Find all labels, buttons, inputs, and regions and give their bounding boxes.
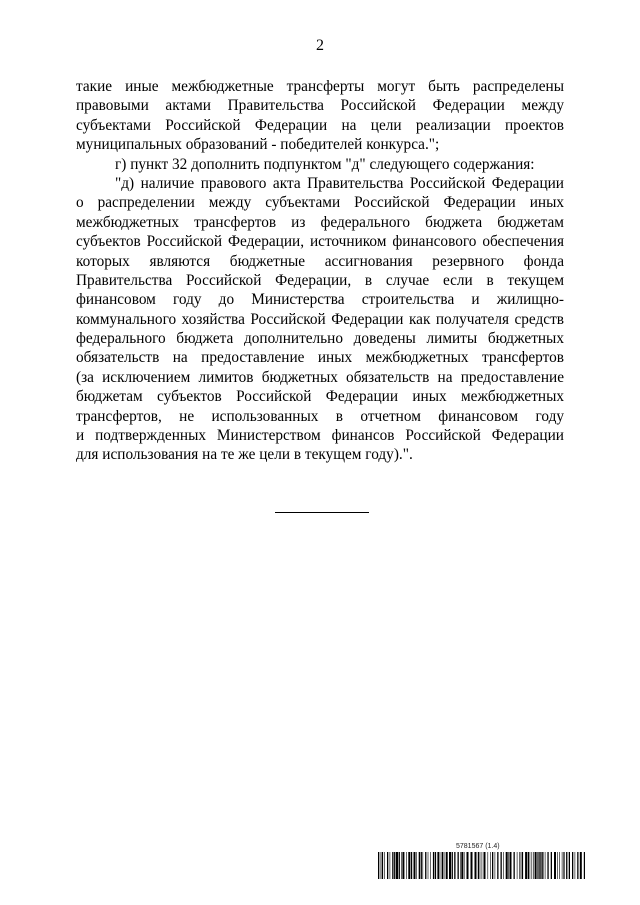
barcode-bar	[554, 852, 556, 879]
text-line: о распределении между субъектами Российской Федерации иных	[76, 194, 564, 212]
barcode-bar	[471, 852, 473, 879]
text-line: субъектов Российской Федерации, источником финансового обеспечения	[76, 233, 564, 251]
barcode-bar	[478, 852, 479, 879]
barcode-bar	[547, 852, 548, 879]
barcode-bar	[390, 852, 391, 879]
barcode-bar	[461, 852, 463, 879]
barcode-bar	[467, 852, 469, 879]
barcode-bar	[433, 852, 434, 879]
barcode-bar	[566, 852, 567, 879]
barcode-bar	[540, 852, 541, 879]
barcode-bar	[538, 852, 539, 879]
barcode-bar	[575, 852, 576, 879]
barcode-bar	[559, 852, 560, 879]
barcode-bar	[488, 852, 489, 879]
document-body	[76, 77, 564, 465]
text-line: Правительства Российской Федерации, в случае если в текущем	[76, 271, 564, 289]
barcode-bar	[525, 852, 527, 879]
barcode-bar	[444, 852, 445, 879]
text-line: которых являются бюджетные ассигнования резервного фонда	[76, 252, 564, 270]
barcode-bar	[521, 852, 522, 879]
barcode-bar	[414, 852, 416, 879]
text-line: федерального бюджета дополнительно доведены лимиты бюджетных	[76, 330, 564, 348]
text-line: межбюджетных трансфертов из федерального бюджета бюджетам	[76, 213, 564, 231]
barcode-bar	[401, 852, 402, 879]
barcode-bar	[464, 852, 465, 879]
barcode-bar	[535, 852, 537, 879]
text-line: правовыми актами Правительства Российской Федерации между	[76, 97, 564, 115]
barcode-bar	[522, 852, 523, 879]
barcode-bar	[392, 852, 393, 879]
text-line: "д) наличие правового акта Правительства Российской Федерации	[115, 174, 564, 192]
barcode-bar	[584, 852, 585, 879]
barcode-bar	[506, 852, 508, 879]
barcode-bar	[452, 852, 453, 879]
barcode-bar	[484, 852, 486, 879]
barcode-bar	[503, 852, 504, 879]
barcode-bar	[564, 852, 565, 879]
barcode-bar	[441, 852, 442, 879]
barcode-bar	[399, 852, 400, 879]
barcode-bar	[557, 852, 558, 879]
text-line: муниципальных образований - победителей конкурса.";	[76, 136, 440, 154]
barcode-bar	[517, 852, 518, 879]
barcode-bar	[421, 852, 422, 879]
document-code: 5781567 (1.4)	[456, 843, 500, 850]
text-line: субъектами Российской Федерации на цели реализации проектов	[76, 116, 564, 134]
barcode-bar	[482, 852, 483, 879]
text-line: г) пункт 32 дополнить подпунктом "д" следующего содержания:	[115, 155, 535, 173]
barcode-bar	[562, 852, 563, 879]
barcode-bar	[419, 852, 420, 879]
barcode-bar	[514, 852, 515, 879]
text-line: бюджетам субъектов Российской Федерации иных межбюджетных	[76, 388, 564, 406]
barcode-bar	[430, 852, 431, 879]
barcode-bar	[577, 852, 578, 879]
barcode-bar	[530, 852, 531, 879]
page-number: 2	[316, 37, 324, 54]
barcode-bar	[378, 852, 379, 879]
barcode-bar	[408, 852, 410, 879]
barcode-bar	[394, 852, 395, 879]
text-line: финансовом году до Министерства строительства и жилищно-	[76, 291, 564, 309]
barcode-bar	[428, 852, 429, 879]
barcode-bar	[519, 852, 520, 879]
barcode-bar	[532, 852, 533, 879]
barcode-bar	[537, 852, 538, 879]
barcode-bar	[423, 852, 424, 879]
barcode-bar	[406, 852, 407, 879]
barcode-bar	[533, 852, 534, 879]
barcode-bar	[387, 852, 388, 879]
barcode-bar	[425, 852, 426, 879]
barcode-bar	[475, 852, 477, 879]
text-line: трансфертов, не использованных в отчетном финансовом году	[76, 407, 564, 425]
text-line: обязательств на предоставление иных межбюджетных трансфертов	[76, 349, 564, 367]
barcode-bar	[416, 852, 417, 879]
barcode-bar	[411, 852, 412, 879]
barcode-bar	[563, 852, 564, 879]
barcode-bar	[551, 852, 552, 879]
barcode-bar	[510, 852, 512, 879]
barcode-bar	[545, 852, 546, 879]
barcode-bar	[497, 852, 498, 879]
barcode-bar	[454, 852, 455, 879]
barcode-bar	[542, 852, 543, 879]
barcode-bar	[458, 852, 459, 879]
text-line: и подтвержденных Министерством финансов Российской Федерации	[76, 427, 564, 445]
text-line: для использования на те же цели в текущем году).".	[76, 446, 413, 464]
text-line: (за исключением лимитов бюджетных обязательств на предоставление	[76, 368, 564, 386]
barcode-bar	[495, 852, 496, 879]
barcode-bar	[384, 852, 385, 879]
barcode-bar	[480, 852, 481, 879]
barcode-bar	[572, 852, 573, 879]
barcode-bar	[437, 852, 439, 879]
barcode-bar	[402, 852, 404, 879]
text-line: коммунального хозяйства Российской Федерации как получателя средств	[76, 310, 564, 328]
text-line: такие иные межбюджетные трансферты могут быть распределены	[76, 78, 564, 95]
barcode-bar	[528, 852, 529, 879]
barcode-bar	[442, 852, 443, 879]
barcode-bar	[382, 852, 383, 879]
barcode-icon	[378, 852, 585, 879]
barcode-bar	[381, 852, 382, 879]
barcode-bar	[569, 852, 570, 879]
barcode-bar	[396, 852, 398, 879]
barcode-bar	[492, 852, 493, 879]
barcode-bar	[449, 852, 451, 879]
end-separator-line	[275, 512, 369, 513]
barcode-bar	[435, 852, 436, 879]
barcode-bar	[490, 852, 491, 879]
barcode-bar	[501, 852, 502, 879]
barcode-bar	[580, 852, 582, 879]
barcode-bar	[446, 852, 448, 879]
barcode-bar	[508, 852, 509, 879]
barcode-bar	[460, 852, 461, 879]
